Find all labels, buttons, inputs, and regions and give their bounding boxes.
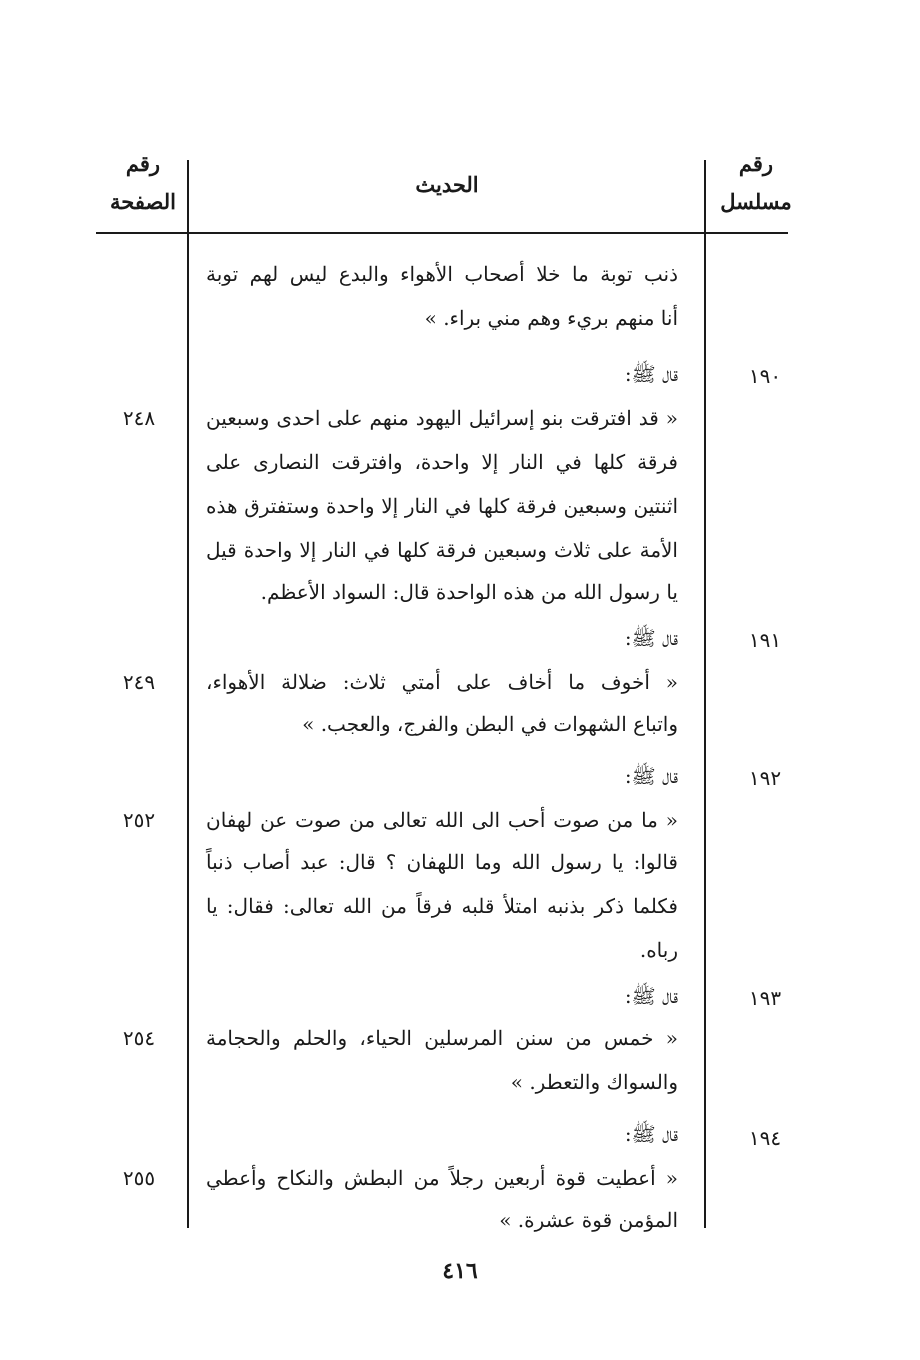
serial-number: ١٩١ — [748, 628, 782, 652]
hadith-line: « ما من صوت أحب الى الله تعالى من صوت عن لهفان — [206, 808, 678, 832]
hadith-line: قالوا: يا رسول الله وما اللهفان ؟ قال: عبد أصاب ذنباً — [206, 850, 678, 874]
hadith-header-label: الحديث — [415, 172, 479, 197]
column-rule-left — [187, 160, 189, 1228]
page-reference: ٢٥٢ — [122, 808, 156, 832]
hadith-line: « أخوف ما أخاف على أمتي ثلاث: ضلالة الأهواء، — [206, 670, 678, 694]
page-header-line-2: الصفحة — [110, 189, 176, 214]
hadith-line: ذنب توبة ما خلا أصحاب الأهواء والبدع ليس لهم توبة — [206, 262, 678, 286]
serial-number: ١٩٠ — [748, 364, 782, 388]
hadith-line: الأمة على ثلاث وسبعين فرقة كلها في النار إلا واحدة قيل — [206, 538, 678, 562]
hadith-line: يا رسول الله من هذه الواحدة قال: السواد الأعظم. — [260, 580, 678, 604]
hadith-intro: قال ﷺ: — [624, 984, 678, 1008]
hadith-intro: قال ﷺ: — [624, 1122, 678, 1146]
serial-column-header — [706, 145, 806, 221]
page-header-line-1: رقم — [125, 151, 161, 176]
hadith-line: « خمس من سنن المرسلين الحياء، والحلم والحجامة — [206, 1026, 678, 1050]
hadith-intro: قال ﷺ: — [624, 362, 678, 386]
hadith-line: أنا منهم بريء وهم مني براء. » — [424, 306, 678, 330]
hadith-line: رباه. — [639, 938, 678, 962]
serial-header-line-2: مسلسل — [720, 189, 792, 214]
header-divider — [96, 232, 788, 234]
page-reference: ٢٥٥ — [122, 1166, 156, 1190]
serial-number: ١٩٢ — [748, 766, 782, 790]
hadith-line: « أعطيت قوة أربعين رجلاً من البطش والنكاح وأعطي — [206, 1166, 678, 1190]
serial-header-line-1: رقم — [738, 151, 774, 176]
serial-number: ١٩٣ — [748, 986, 782, 1010]
hadith-line: والسواك والتعطر. » — [510, 1070, 678, 1094]
hadith-line: فرقة كلها في النار إلا واحدة، وافترقت النصارى على — [206, 450, 678, 474]
hadith-line: « قد افترقت بنو إسرائيل اليهود منهم على احدى وسبعين — [206, 406, 678, 430]
hadith-intro: قال ﷺ: — [624, 764, 678, 788]
page-reference: ٢٥٤ — [122, 1026, 156, 1050]
hadith-line: اثنتين وسبعين فرقة كلها في النار إلا واحدة وستفترق هذه — [206, 494, 678, 518]
page-reference: ٢٤٩ — [122, 670, 156, 694]
serial-number: ١٩٤ — [748, 1126, 782, 1150]
page-number: ٤١٦ — [442, 1258, 478, 1284]
column-rule-right — [704, 160, 706, 1228]
hadith-column-header — [190, 166, 704, 204]
hadith-intro: قال ﷺ: — [624, 626, 678, 650]
hadith-line: فكلما ذكر بذنبه امتلأ قلبه فرقاً من الله تعالى: فقال: يا — [206, 894, 678, 918]
hadith-line: واتباع الشهوات في البطن والفرج، والعجب. » — [302, 712, 678, 736]
hadith-line: المؤمن قوة عشرة. » — [499, 1208, 678, 1232]
page-reference: ٢٤٨ — [122, 406, 156, 430]
page-column-header — [96, 145, 190, 221]
